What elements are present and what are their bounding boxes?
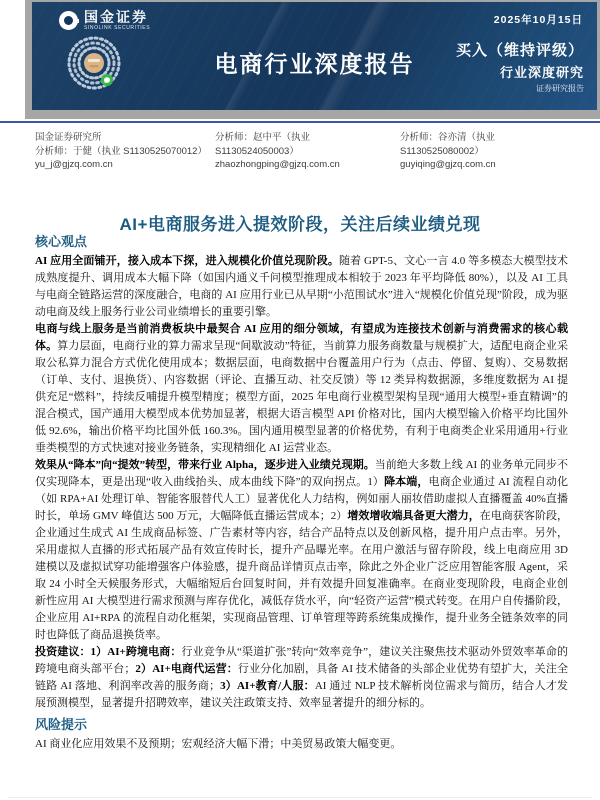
analyst-line: 分析师：赵中平（执业 [215,132,311,143]
analyst-column-3 [400,131,580,172]
analyst-email[interactable]: zhaozhongping@gjzq.com.cn [215,159,340,170]
banner [32,2,597,110]
analyst-column-1 [35,131,215,172]
analyst-line: S1130525080002） [400,145,484,157]
analyst-line: 国金证券研究所 [35,132,102,143]
analyst-info [35,131,580,172]
page-title: AI+电商服务进入提效阶段，关注后续业绩兑现 [119,215,481,234]
analyst-line: S1130524050003） [215,145,299,157]
rating-block [456,43,584,93]
analyst-email[interactable]: guyiqing@gjzq.com.cn [400,159,496,170]
rating-label: 买入（维持评级） [455,42,584,59]
report-body [35,231,568,753]
sinolink-logo-icon [59,11,78,30]
brand-names [84,10,150,31]
section-heading-core-views: 核心观点 [35,234,88,249]
report-type-label: 行业深度研究 [499,65,584,80]
banner-frame [25,0,600,119]
section-heading-risk: 风险提示 [35,717,88,732]
header-divider-rule [0,121,600,123]
brand-name-cn: 国金证券 [84,9,148,25]
risk-paragraphs [35,736,568,753]
brand-name-en: SINOLINK SECURITIES [84,25,151,31]
analyst-line: 分析师：于健（执业 S1130525070012） [35,145,207,157]
body-paragraph: 电商与线上服务是当前消费板块中最契合 AI 应用的细分领域，有望成为连接技术创新与消费需求的核心载体。算力层面，电商行业的算力需求呈现“间歇波动”特征，当前算力服务商数量与规模扩大，适配电商企业采取公私算力混合方式优化使用成本；数据层面，电商数据中台覆盖用户行为（点击、停留、复购）、交易数据（订单、支付、退换货）、内容数据（评论、直播互动、社交反馈）等 12 类异构数据源，多维度数据为 AI 提供充足“燃料”，持续反哺提升模型精度；模型方面，2025 年电商行业模型架构呈现“通用大模型+垂直精调”的混合模式，国产通用大模型成本优势加显著，根据大语言模型 API 价格对比，国内大模型输入价格平均比国外低 92.6%，输出价格平均比国外低 160.3%。国内通用模型显著的价格优势，有利于电商类企业采用通用+行业垂类模型的方式快速对接业务链条，实现精细化 AI 运营业态。 [35,323,569,454]
body-paragraph: 效果从“降本”向“提效”转型，带来行业 Alpha，逐步进入业绩兑现期。当前绝大多数上线 AI 的业务单元同步不仅实现降本，更是出现“收入曲线抬头、成本曲线下降”的双向拐点。1）降本端，电商企业通过 AI 流程自动化（如 RPA+AI 处理订单、智能客服替代人工）显著优化人力结构，例如丽人丽妆借助虚拟人直播覆盖 40%直播时长，单场 GMV 峰值达 500 万元，大幅降低直播运营成本；2）增效增收端具备更大潜力，在电商获客阶段，企业通过生成式 AI 生成商品标签、广告素材等内容，结合产品特点以及创新风格，提升用户点击率。另外，采用虚拟人直播的形式拓展产品有效宣传时长，提升产品曝光率。在用户激活与留存阶段，线上电商应用 3D 建模以及虚拟试穿功能增强客户体验感，提升商品详情页点击率，除此之外企业广泛应用智能客服 Agent，采取 24 小时全天候服务形式，大幅缩短后台回复时间，并有效提升回复准确率。在商业变现阶段，电商企业创新性应用 AI 大模型进行需求预测与库存优化，减低存货水平，向“轻资产运营”模式转变。在用户自传播阶段，企业应用 AI+RPA 的流程自动化框架，实现商品管理、订单管理等跨系统集成操作，提升业务全链条效率的同时也降低了商品退换货率。 [35,459,569,641]
body-paragraph: AI 商业化应用效果不及预期；宏观经济大幅下滑；中美贸易政策大幅变更。 [35,738,402,750]
analyst-email[interactable]: yu_j@gjzq.com.cn [35,159,113,170]
body-paragraph: AI 应用全面铺开，接入成本下探，进入规模化价值兑现阶段。随着 GPT-5、文心一言 4.0 等多模态大模型技术成熟度提升、调用成本大幅下降（如国内通义千问模型推理成本相较于 2023 年平均降低 80%），以及 AI 工具与电商全链路运营的深度融合，电商的 AI 应用行业已从早期“小范围试水”进入“规模化价值兑现”阶段，成为驱动电商及线上服务行业公司业绩增长的重要引擎。 [35,255,568,318]
analyst-line: 分析师：谷亦清（执业 [400,132,496,143]
brand-block [59,10,150,31]
report-tag-label: 证券研究报告 [536,84,584,93]
body-paragraph: 投资建议：1）AI+跨境电商：行业竞争从“渠道扩张”转向“效率竞争”，建议关注聚焦技术驱动外贸效率革命的跨境电商头部平台；2）AI+电商代运营：行业分化加剧，具备 AI 技术储备的头部企业优势有望扩大，关注全链路 AI 落地、利润率改善的服务商；3）AI+教育/人服：AI 通过 NLP 技术解析岗位需求与简历，结合人才发展预测模型，显著提升招聘效率，建议关注政策支持、效率显著提升的细分标的。 [35,646,569,709]
core-views-paragraphs [35,253,568,712]
report-date: 2025年10月15日 [493,14,583,26]
analyst-column-2 [215,131,400,172]
banner-title: 电商行业深度报告 [214,51,415,77]
page-bottom-edge [8,797,592,798]
